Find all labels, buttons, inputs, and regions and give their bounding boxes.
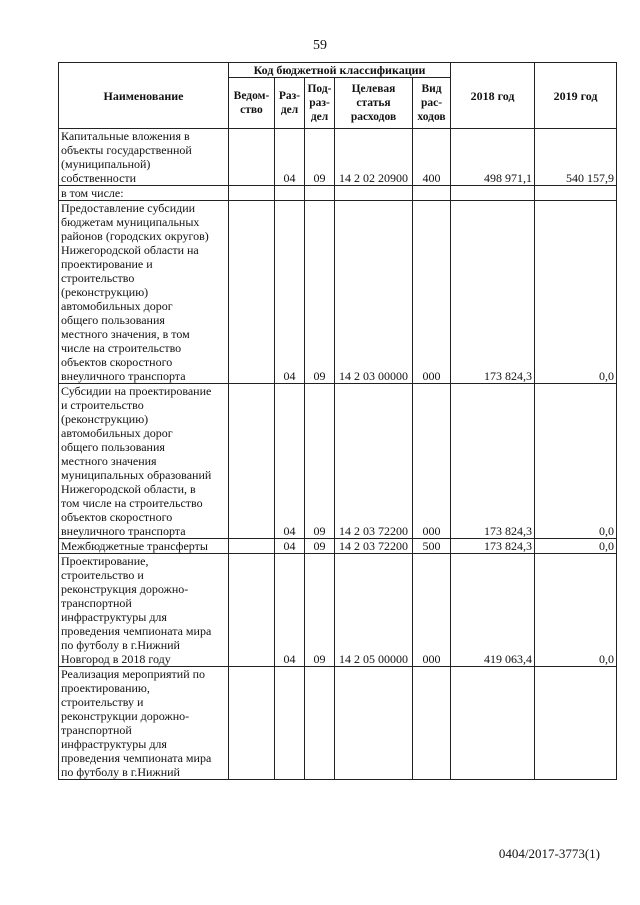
row-2019: 0,0	[535, 554, 617, 667]
table-row	[59, 201, 617, 384]
row-vid: 000	[413, 201, 451, 384]
row-razdel: 04	[275, 201, 305, 384]
row-razdel: 04	[275, 554, 305, 667]
row-name: Проектирование, строительство и реконструкция дорожно- транспортной инфраструктуры для проведения чемпионата мира по футболу в г.Нижний Новгород в 2018 году	[59, 554, 229, 667]
row-celevaya: 14 2 05 00000	[335, 554, 413, 667]
row-name: Субсидии на проектирование и строительство (реконструкцию) автомобильных дорог общего пользования местного значения муниципальных образований Нижегородской области, в том числе на строительство объектов скоростного внеуличного транспорта	[59, 384, 229, 539]
row-podrazdel: 09	[305, 539, 335, 554]
document-code: 0404/2017-3773(1)	[498, 846, 600, 861]
row-2018: 173 824,3	[451, 384, 535, 539]
row-razdel: 04	[275, 384, 305, 539]
table-row	[59, 667, 617, 780]
row-vedomstvo	[229, 667, 275, 780]
row-2018: 498 971,1	[451, 129, 535, 186]
table-row	[59, 186, 617, 201]
table-row	[59, 129, 617, 186]
row-vid: 500	[413, 539, 451, 554]
row-vid: 000	[413, 384, 451, 539]
row-vedomstvo	[229, 384, 275, 539]
row-podrazdel: 09	[305, 129, 335, 186]
row-podrazdel: 09	[305, 201, 335, 384]
page-number: 59	[313, 38, 327, 53]
row-razdel	[275, 186, 305, 201]
row-2018: 419 063,4	[451, 554, 535, 667]
row-2018	[451, 186, 535, 201]
row-razdel	[275, 667, 305, 780]
header-vedomstvo: Ведом- ство	[229, 78, 275, 129]
row-razdel: 04	[275, 129, 305, 186]
row-2019: 0,0	[535, 539, 617, 554]
row-name: в том числе:	[59, 186, 229, 201]
row-vedomstvo	[229, 129, 275, 186]
row-podrazdel	[305, 667, 335, 780]
header-classification-group: Код бюджетной классификации	[229, 63, 451, 78]
row-vid: 400	[413, 129, 451, 186]
row-name: Реализация мероприятий по проектированию, строительству и реконструкции дорожно- транспортной инфраструктуры для проведения чемпионата мира по футболу в г.Нижний	[59, 667, 229, 780]
row-name: Межбюджетные трансферты	[59, 539, 229, 554]
row-celevaya	[335, 186, 413, 201]
row-razdel: 04	[275, 539, 305, 554]
row-vid	[413, 186, 451, 201]
row-vid: 000	[413, 554, 451, 667]
row-vedomstvo	[229, 539, 275, 554]
row-vedomstvo	[229, 201, 275, 384]
row-2019: 540 157,9	[535, 129, 617, 186]
table-row	[59, 539, 617, 554]
table-row	[59, 554, 617, 667]
header-name: Наименование	[59, 63, 229, 129]
row-name: Капитальные вложения в объекты государственной (муниципальной) собственности	[59, 129, 229, 186]
row-podrazdel: 09	[305, 554, 335, 667]
row-celevaya: 14 2 03 72200	[335, 539, 413, 554]
header-vid-rashodov: Вид рас- ходов	[413, 78, 451, 129]
table-row	[59, 384, 617, 539]
row-vid	[413, 667, 451, 780]
header-celevaya-statya: Целевая статья расходов	[335, 78, 413, 129]
row-2019	[535, 667, 617, 780]
row-2019	[535, 186, 617, 201]
header-2019: 2019 год	[535, 63, 617, 129]
row-celevaya	[335, 667, 413, 780]
row-celevaya: 14 2 03 00000	[335, 201, 413, 384]
header-podrazdel: Под- раз- дел	[305, 78, 335, 129]
row-2019: 0,0	[535, 384, 617, 539]
budget-table	[58, 62, 617, 780]
row-2019: 0,0	[535, 201, 617, 384]
row-2018: 173 824,3	[451, 539, 535, 554]
row-podrazdel: 09	[305, 384, 335, 539]
header-2018: 2018 год	[451, 63, 535, 129]
row-2018: 173 824,3	[451, 201, 535, 384]
row-celevaya: 14 2 03 72200	[335, 384, 413, 539]
row-2018	[451, 667, 535, 780]
row-vedomstvo	[229, 554, 275, 667]
row-celevaya: 14 2 02 20900	[335, 129, 413, 186]
row-vedomstvo	[229, 186, 275, 201]
row-name: Предоставление субсидии бюджетам муниципальных районов (городских округов) Нижегородской области на проектирование и строительство (реконструкцию) автомобильных дорог общего пользования местного значения, в том числе на строительство объектов скоростного внеуличного транспорта	[59, 201, 229, 384]
row-podrazdel	[305, 186, 335, 201]
header-razdel: Раз- дел	[275, 78, 305, 129]
